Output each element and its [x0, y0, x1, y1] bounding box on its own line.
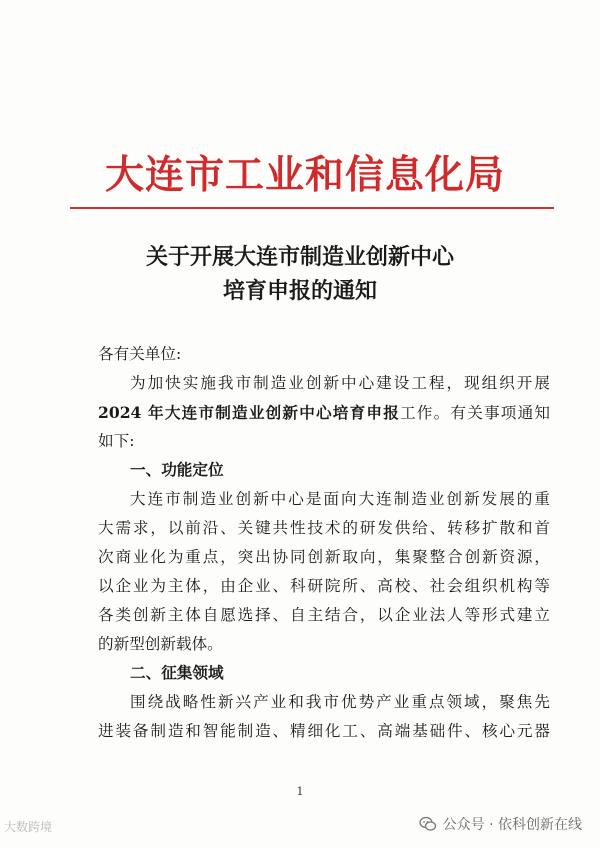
document-body: [98, 340, 550, 746]
section-1-line: 的新型创新载体。: [98, 635, 223, 653]
section-1-line: 大需求，以前沿、关键共性技术的研发供给、转移扩散和首: [98, 519, 550, 537]
page-number: 1: [296, 785, 304, 798]
watermark-right: [419, 814, 582, 834]
intro-line-2: [98, 398, 550, 427]
watermark-left: 大数跨境: [4, 820, 53, 834]
watermark-right-text: 公众号 · 依科创新在线: [442, 817, 582, 833]
red-divider: [70, 207, 554, 209]
intro-line-2-rest: 工作。有关事项通知: [400, 404, 550, 422]
section-2-line: 进装备制造和智能制造、精细化工、高端基础件、核心元器: [98, 722, 550, 740]
title-line-1: 关于开展大连市制造业创新中心: [145, 244, 454, 270]
section-1-line: 各类创新主体自愿选择、自主结合，以企业法人等形式建立: [98, 606, 550, 624]
issuer-heading: 大连市工业和信息化局: [104, 152, 505, 198]
intro-line-3: 如下:: [98, 432, 135, 450]
document-title: [60, 240, 540, 308]
wechat-icon: [419, 815, 437, 833]
section-1-line: 次商业化为重点，突出协同创新取向，集聚整合创新资源，: [98, 548, 550, 566]
section-2-heading: 二、征集领域: [130, 664, 224, 682]
section-2-line: 围绕战略性新兴产业和我市优势产业重点领域，聚焦先: [130, 693, 550, 711]
salutation: 各有关单位:: [98, 345, 182, 363]
section-1-line: 以企业为主体，由企业、科研院所、高校、社会组织机构等: [98, 577, 550, 595]
intro-bold-phrase: 2024 年大连市制造业创新中心培育申报: [98, 403, 400, 422]
title-line-2: 培育申报的通知: [222, 278, 377, 304]
intro-line-1: 为加快实施我市制造业创新中心建设工程，现组织开展: [130, 374, 550, 392]
section-1-line: 大连市制造业创新中心是面向大连制造业创新发展的重: [130, 490, 550, 508]
section-1-heading: 一、功能定位: [130, 461, 224, 479]
